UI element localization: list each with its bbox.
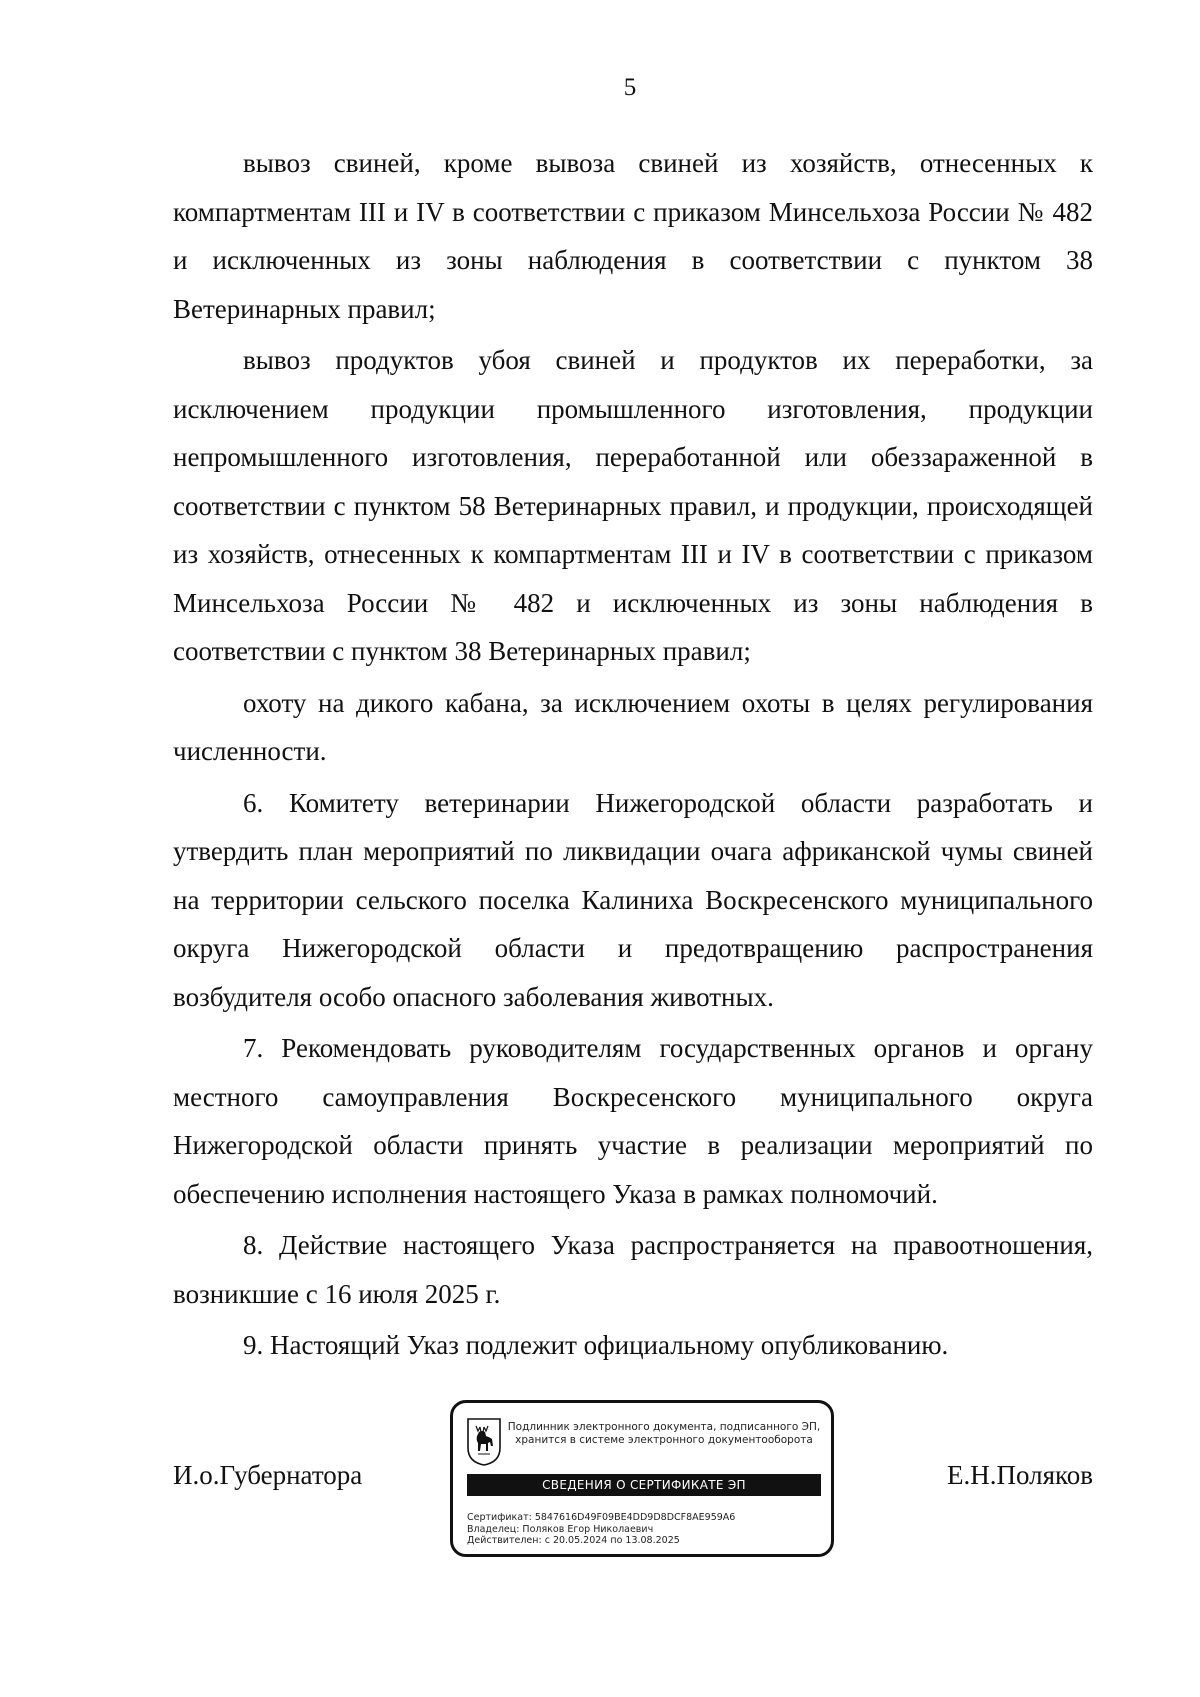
- e-signature-stamp: [450, 1400, 834, 1557]
- signatory-name: Е.Н.Поляков: [946, 1460, 1093, 1490]
- stamp-certificate-details: [467, 1512, 823, 1547]
- stamp-heading-line-2: хранится в системе электронного документооборота: [515, 1434, 813, 1446]
- stamp-certificate-validity: Действителен: с 20.05.2024 по 13.08.2025: [467, 1535, 680, 1546]
- paragraph-item-6: 6. Комитету ветеринарии Нижегородской области разработать и утвердить план мероприятий по ликвидации очага африканской чумы свиней на территории сельского поселка Калиниха Воскресенского муниципального округа Нижегородской области и предотвращению распространения возбудителя особо опасного заболевания животных.: [173, 787, 1093, 1012]
- stamp-heading-line-1: Подлинник электронного документа, подписанного ЭП,: [507, 1421, 821, 1433]
- paragraph-item-9: 9. Настоящий Указ подлежит официальному опубликованию.: [243, 1330, 949, 1360]
- paragraph-boar-hunting: охоту на дикого кабана, за исключением охоты в целях регулирования численности.: [173, 687, 1093, 766]
- nizhny-novgorod-deer-emblem-icon: [467, 1418, 501, 1466]
- paragraph-products-export: вывоз продуктов убоя свиней и продуктов их переработки, за исключением продукции промышленного изготовления, продукции непромышленного изготовления, переработанной или обеззараженной в соответствии с пунктом 58 Ветеринарных правил, и продукции, происходящей из хозяйств, отнесенных к компартментам III и IV в соответствии с приказом Минсельхоза России № 482 и исключенных из зоны наблюдения в соответствии с пунктом 38 Ветеринарных правил;: [173, 345, 1093, 666]
- document-body: [173, 139, 1093, 1373]
- paragraph-item-8: 8. Действие настоящего Указа распространяется на правоотношения, возникшие с 16 июля 2025 г.: [173, 1230, 1093, 1309]
- signatory-title: И.о.Губернатора: [173, 1460, 363, 1490]
- paragraph-item-7: 7. Рекомендовать руководителям государственных органов и органу местного самоуправления Воскресенского муниципального округа Нижегородской области принять участие в реализации мероприятий по обеспечению исполнения настоящего Указа в рамках полномочий.: [173, 1033, 1093, 1209]
- stamp-heading: [505, 1421, 823, 1447]
- paragraph-pig-export: вывоз свиней, кроме вывоза свиней из хозяйств, отнесенных к компартментам III и IV в соответствии с приказом Минсельхоза России № 482 и исключенных из зоны наблюдения в соответствии с пунктом 38 Ветеринарных правил;: [173, 148, 1093, 324]
- stamp-certificate-number: Сертификат: 5847616D49F09BE4DD9D8DCF8AE959A6: [467, 1512, 736, 1523]
- page-number: 5: [623, 74, 637, 101]
- stamp-certificate-owner: Владелец: Поляков Егор Николаевич: [467, 1523, 654, 1535]
- stamp-certificate-bar: СВЕДЕНИЯ О СЕРТИФИКАТЕ ЭП: [467, 1474, 821, 1496]
